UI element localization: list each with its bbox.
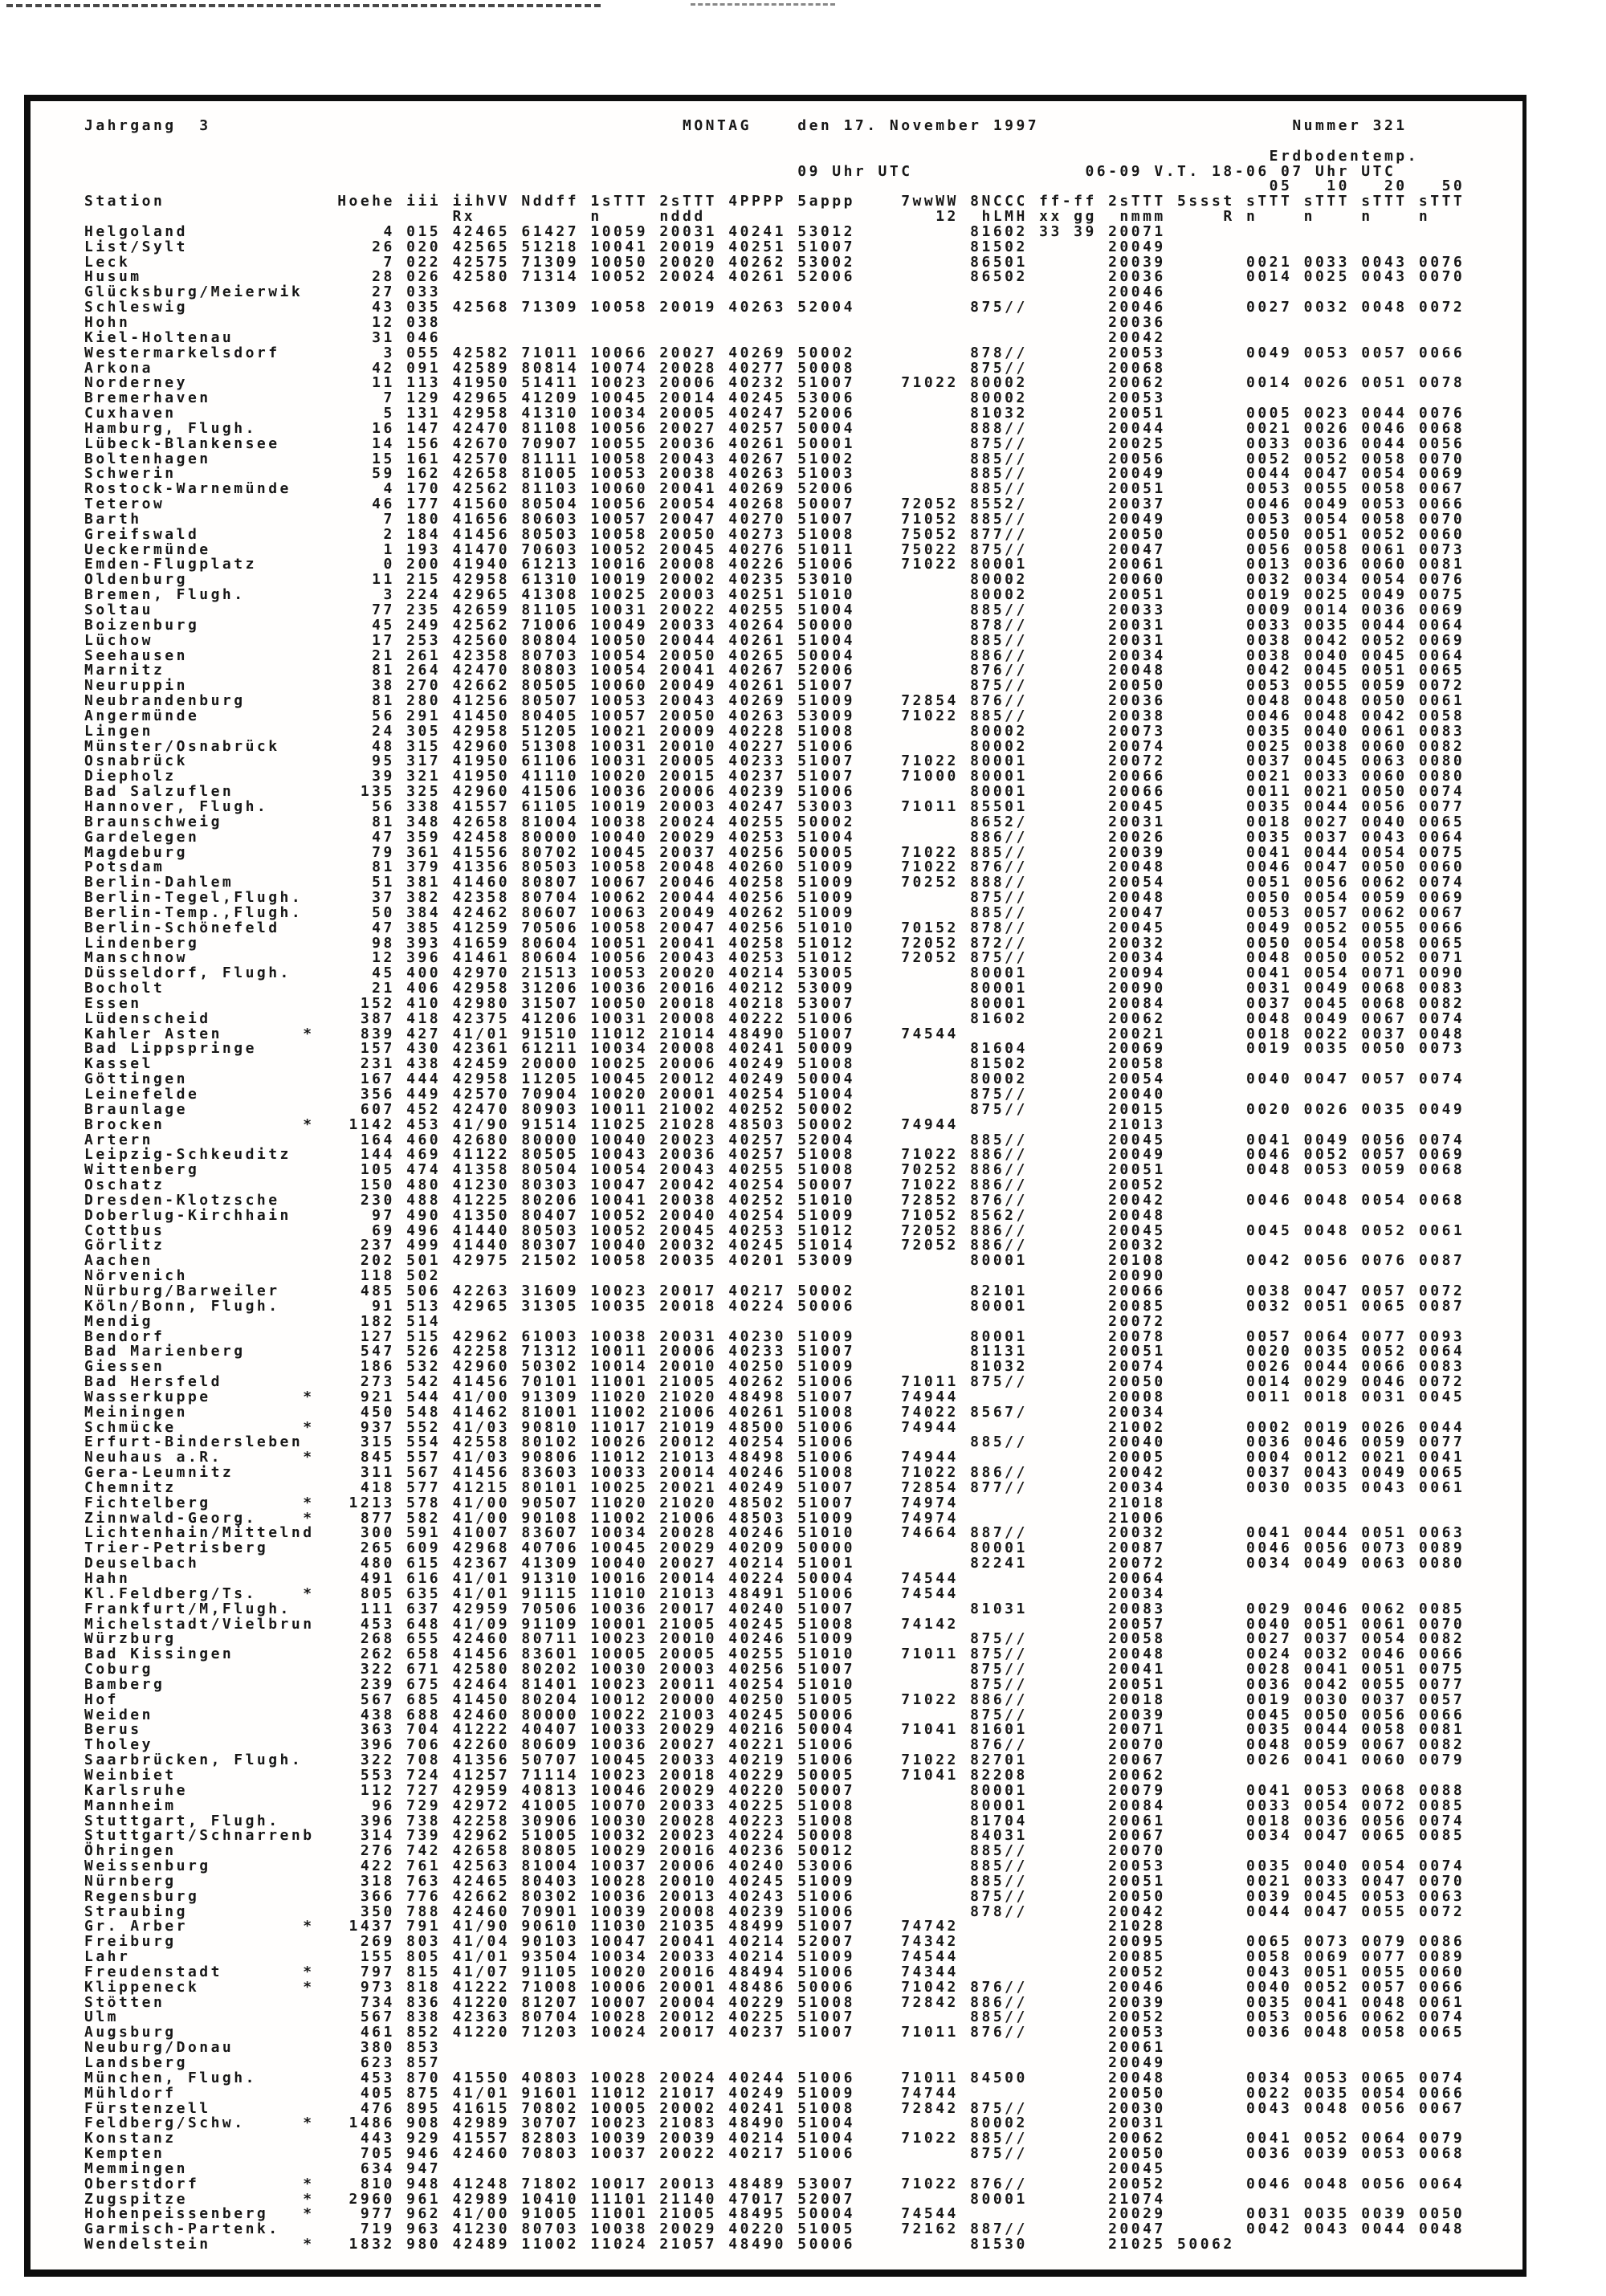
station-row: Brocken * 1142 453 41/90 91514 11025 21028 48503 50002 74944 21013 [84,1115,1465,1133]
station-row: Klippeneck * 973 818 41222 71008 10006 20001 48486 50006 71042 876// 20046 0040 0052 0057 0066 [84,1978,1465,1996]
header-line: Station Hoehe iii iihVV Nddff 1sTTT 2sTTT 4PPPP 5appp 7wwWW 8NCCC ff-ff 2sTTT 5ssst sTTT sTTT sTTT sTTT [84,193,1465,210]
station-row: Oberstdorf * 810 948 41248 71802 10017 20013 48489 53007 71022 876// 20052 0046 0048 0056 0064 [84,2175,1465,2192]
station-row: Ulm 567 838 42363 80704 10028 20012 40225 51007 885// 20052 0053 0056 0062 0074 [84,2008,1465,2026]
station-row: Leipzig-Schkeuditz 144 469 41122 80505 10043 20036 40257 51008 71022 886// 20049 0046 0052 0057 0069 [84,1146,1465,1164]
station-row: Nürburg/Barweiler 485 506 42263 31609 10023 20017 40217 50002 82101 20066 0038 0047 0057 0072 [84,1282,1465,1299]
station-row: Chemnitz 418 577 41215 80101 10025 20021 40249 51007 72854 877// 20034 0030 0035 0043 0061 [84,1478,1465,1496]
scanned-page [24,95,1527,2277]
station-row: Lindenberg 98 393 41659 80604 10051 20041 40258 51012 72052 872// 20032 0050 0054 0058 0065 [84,934,1465,952]
station-row: Giessen 186 532 42960 50302 10014 20010 40250 51009 81032 20074 0026 0044 0066 0083 [84,1358,1465,1376]
station-row: Soltau 77 235 42659 81105 10031 20022 40255 51004 885// 20033 0009 0014 0036 0069 [84,602,1465,618]
station-row: Landsberg 623 857 20049 [84,2054,1465,2071]
station-row: Straubing 350 788 42460 70901 10039 20008 40239 51006 878// 20042 0044 0047 0055 0072 [84,1902,1465,1920]
station-row: Braunlage 607 452 42470 80903 10011 21002 40252 50002 875// 20015 0020 0026 0035 0049 [84,1100,1465,1118]
station-row: Bad Lippspringe 157 430 42361 61211 10034 20008 40241 50009 81604 20069 0019 0035 0050 0073 [84,1040,1465,1058]
station-row: Göttingen 167 444 42958 11205 10045 20012 40249 50004 80002 20054 0040 0047 0057 0074 [84,1071,1465,1088]
station-row: Fichtelberg * 1213 578 41/00 90507 11020 21020 48502 51007 74974 21018 [84,1494,1465,1511]
station-row: Aachen 202 501 42975 21502 10058 20035 40201 53009 80001 20108 0042 0056 0076 0087 [84,1252,1465,1270]
station-row: Lichtenhain/Mittelnd 300 591 41007 83607 10034 20028 40246 51010 74664 887// 20032 0041 0044 0051 0063 [84,1524,1465,1542]
station-row: List/Sylt 26 020 42565 51218 10041 20019 40251 51007 81502 20049 [84,238,1465,255]
station-row: München, Flugh. 453 870 41550 40803 10028 20024 40244 51006 71011 84500 20048 0034 0053 0065 0074 [84,2069,1465,2086]
station-row: Hannover, Flugh. 56 338 41557 61105 10019 20003 40247 53003 71011 85501 20045 0035 0044 0056 0077 [84,797,1465,815]
station-row: Kassel 231 438 42459 20000 10025 20006 40249 51008 81502 20058 [84,1055,1465,1073]
station-row: Mühldorf 405 875 41/01 91601 11012 21017 40249 51009 74744 20050 0022 0035 0054 0066 [84,2084,1465,2102]
header-line: 09 Uhr UTC 06-09 V.T. 18-06 07 Uhr UTC [84,162,1465,180]
station-row: Helgoland 4 015 42465 61427 10059 20031 40241 53012 81602 33 39 20071 [84,222,1465,240]
station-row: Schleswig 43 035 42568 71309 10058 20019 40263 52004 875// 20046 0027 0032 0048 0072 [84,299,1465,316]
station-row: Freudenstadt * 797 815 41/07 91105 10020 20016 48494 51006 74344 20052 0043 0051 0055 0060 [84,1963,1465,1980]
header-line [84,134,1465,149]
station-row: Öhringen 276 742 42658 80805 10029 20016 40236 50012 885// 20070 [84,1842,1465,1860]
station-row: Boltenhagen 15 161 42570 81111 10058 20043 40267 51002 885// 20056 0052 0052 0058 0070 [84,450,1465,467]
station-row: Berlin-Schönefeld 47 385 41259 70506 10058 20047 40256 51010 70152 878// 20045 0049 0052 0055 0066 [84,919,1465,936]
station-row: Leinefelde 356 449 42570 70904 10020 20001 40254 51004 875// 20040 [84,1086,1465,1103]
station-row: Weissenburg 422 761 42563 81004 10037 20006 40240 53006 885// 20053 0035 0040 0054 0074 [84,1858,1465,1875]
station-row: Neubrandenburg 81 280 41256 80507 10053 20043 40269 51009 72854 876// 20036 0048 0048 0050 0061 [84,692,1465,710]
station-row: Nörvenich 118 502 20090 [84,1267,1465,1285]
station-row: Lüdenscheid 387 418 42375 41206 10031 20008 40222 51006 81602 20062 0048 0049 0067 0074 [84,1009,1465,1027]
station-row: Bad Hersfeld 273 542 41456 70101 11001 21005 40262 51006 71011 875// 20050 0014 0029 0046 0072 [84,1373,1465,1391]
station-row: Neuruppin 38 270 42662 80505 10060 20049 40261 51007 875// 20050 0053 0055 0059 0072 [84,677,1465,695]
document-lines [84,119,1465,2253]
station-row: Frankfurt/M,Flugh. 111 637 42959 70506 10036 20017 40240 51007 81031 20083 0029 0046 0062 0085 [84,1600,1465,1617]
station-row: Artern 164 460 42680 80000 10040 20023 40257 52004 885// 20045 0041 0049 0056 0074 [84,1131,1465,1148]
station-row: Düsseldorf, Flugh. 45 400 42970 21513 10053 20020 40214 53005 80001 20094 0041 0054 0071 0090 [84,964,1465,982]
station-row: Cuxhaven 5 131 42958 41310 10034 20005 40247 52006 81032 20051 0005 0023 0044 0076 [84,405,1465,422]
station-row: Hahn 491 616 41/01 91310 10016 20014 40224 50004 74544 20064 [84,1570,1465,1587]
station-row: Weinbiet 553 724 41257 71114 10023 20018 40229 50005 71041 82208 20062 [84,1766,1465,1784]
station-row: Potsdam 81 379 41356 80503 10058 20048 40260 51009 71022 876// 20048 0046 0047 0050 0060 [84,858,1465,876]
station-row: Stuttgart, Flugh. 396 738 42258 30906 10030 20028 40223 51008 81704 20061 0018 0036 0056 0074 [84,1812,1465,1829]
station-row: Würzburg 268 655 42460 80711 10023 20010 40246 51009 875// 20058 0027 0037 0054 0082 [84,1630,1465,1648]
station-row: Nürnberg 318 763 42465 80403 10028 20010 40245 51009 885// 20051 0021 0033 0047 0070 [84,1872,1465,1890]
header-line: Rx n nddd 12 hLMH xx gg nmmm R n n n n [84,208,1465,226]
station-row: Bendorf 127 515 42962 61003 10038 20031 40230 51009 80001 20078 0057 0064 0077 0093 [84,1327,1465,1345]
station-row: Hof 567 685 41450 80204 10012 20000 40250 51005 71022 886// 20018 0019 0030 0037 0057 [84,1690,1465,1708]
station-row: Zinnwald-Georg. * 877 582 41/00 90108 11002 21006 48503 51009 74974 21006 [84,1509,1465,1527]
station-row: Bad Marienberg 547 526 42258 71312 10011 20006 40233 51007 81131 20051 0020 0035 0052 0064 [84,1343,1465,1360]
station-row: Wittenberg 105 474 41358 80504 10054 20043 40255 51008 70252 886// 20051 0048 0053 0059 0068 [84,1161,1465,1179]
station-row: Wasserkuppe * 921 544 41/00 91309 11020 21020 48498 51007 74944 20008 0011 0018 0031 0045 [84,1388,1465,1405]
station-row: Braunschweig 81 348 42658 81004 10038 20024 40255 50002 8652/ 20031 0018 0027 0040 0065 [84,813,1465,830]
station-row: Lingen 24 305 42958 51205 10021 20009 40228 51008 80002 20073 0035 0040 0061 0083 [84,722,1465,740]
station-row: Saarbrücken, Flugh. 322 708 41356 50707 10045 20033 40219 51006 71022 82701 20067 0026 0041 0060 0079 [84,1752,1465,1769]
station-row: Memmingen 634 947 20045 [84,2159,1465,2177]
station-row: Bad Kissingen 262 658 41456 83601 10005 20005 40255 51010 71011 875// 20048 0024 0032 0046 0066 [84,1646,1465,1663]
scan-edge-artifact [6,4,601,7]
station-row: Regensburg 366 776 42662 80302 10036 20013 40243 51006 875// 20050 0039 0045 0053 0063 [84,1887,1465,1905]
station-row: Marnitz 81 264 42470 80803 10054 20041 40267 52006 876// 20048 0042 0045 0051 0065 [84,662,1465,679]
station-row: Hohn 12 038 20036 [84,313,1465,331]
station-row: Fürstenzell 476 895 41615 70802 10005 20002 40241 51008 72842 875// 20030 0043 0048 0056 0067 [84,2099,1465,2117]
station-row: Gr. Arber * 1437 791 41/90 90610 11030 21035 48499 51007 74742 21028 [84,1918,1465,1935]
station-row: Garmisch-Partenk. 719 963 41230 80703 10038 20029 40220 51005 72162 887// 20047 0042 0043 0044 0048 [84,2221,1465,2238]
station-row: Husum 28 026 42580 71314 10052 20024 40261 52006 86502 20036 0014 0025 0043 0070 [84,268,1465,286]
station-row: Trier-Petrisberg 265 609 42968 40706 10045 20029 40209 50000 80001 20087 0046 0056 0073 0089 [84,1540,1465,1557]
station-row: Kl.Feldberg/Ts. * 805 635 41/01 91115 11010 21013 48491 51006 74544 20034 [84,1584,1465,1602]
station-row: Emden-Flugplatz 0 200 41940 61213 10016 20008 40226 51006 71022 80001 20061 0013 0036 0060 0081 [84,556,1465,573]
station-row: Greifswald 2 184 41456 80503 10058 20050 40273 51008 75052 877// 20050 0050 0051 0052 0060 [84,525,1465,543]
station-row: Neuhaus a.R. * 845 557 41/03 90806 11012 21013 48498 51006 74944 20005 0004 0012 0021 0041 [84,1449,1465,1466]
station-row: Barth 7 180 41656 80603 10057 20047 40270 51007 71052 885// 20049 0053 0054 0058 0070 [84,510,1465,528]
station-row: Stuttgart/Schnarrenb 314 739 42962 51005 10032 20023 40224 50008 84031 20067 0034 0047 0065 0085 [84,1827,1465,1845]
station-row: Manschnow 12 396 41461 80604 10056 20043 40253 51012 72052 875// 20034 0048 0050 0052 0071 [84,949,1465,967]
station-row: Meiningen 450 548 41462 81001 11002 21006 40261 51008 74022 8567/ 20034 [84,1403,1465,1421]
station-row: Konstanz 443 929 41557 82803 10039 20039 40214 51004 71022 885// 20062 0041 0052 0064 0079 [84,2130,1465,2147]
station-row: Freiburg 269 803 41/04 90103 10047 20041 40214 52007 74342 20095 0065 0073 0079 0086 [84,1933,1465,1951]
station-row: Feldberg/Schw. * 1486 908 42989 30707 10023 21083 48490 51004 80002 20031 [84,2115,1465,2132]
station-row: Hohenpeissenberg * 977 962 41/00 91005 11001 21005 48495 50004 74544 20029 0031 0035 0039 0050 [84,2205,1465,2223]
station-row: Seehausen 21 261 42358 80703 10054 20050 40265 50004 886// 20034 0038 0040 0045 0064 [84,646,1465,664]
station-row: Ueckermünde 1 193 41470 70603 10052 20045 40276 51011 75022 875// 20047 0056 0058 0061 0073 [84,540,1465,558]
station-row: Lüchow 17 253 42560 80804 10050 20044 40261 51004 885// 20031 0038 0042 0052 0069 [84,631,1465,649]
station-row: Cottbus 69 496 41440 80503 10052 20045 40253 51012 72052 886// 20045 0045 0048 0052 0061 [84,1221,1465,1239]
station-row: Norderney 11 113 41950 51411 10023 20006 40232 51007 71022 80002 20062 0014 0026 0051 0078 [84,374,1465,392]
header-line: Jahrgang 3 MONTAG den 17. November 1997 Nummer 321 [84,117,1465,134]
station-row: Stötten 734 836 41220 81207 10007 20004 40229 51008 72842 886// 20039 0035 0041 0048 0061 [84,1993,1465,2011]
station-row: Hamburg, Flugh. 16 147 42470 81108 10056 20027 40257 50004 888// 20044 0021 0026 0046 0068 [84,419,1465,437]
station-row: Glücksburg/Meierwik 27 033 20046 [84,283,1465,301]
station-row: Teterow 46 177 41560 80504 10056 20054 40268 50007 72052 8552/ 20037 0046 0049 0053 0066 [84,495,1465,513]
station-row: Gera-Leumnitz 311 567 41456 83603 10033 20014 40246 51008 71022 886// 20042 0037 0043 0049 0065 [84,1464,1465,1482]
station-row: Lahr 155 805 41/01 93504 10034 20033 40214 51009 74544 20085 0058 0069 0077 0089 [84,1948,1465,1966]
station-row: Erfurt-Bindersleben 315 554 42558 80102 10026 20012 40254 51006 885// 20040 0036 0046 0059 0077 [84,1433,1465,1451]
station-row: Mannheim 96 729 42972 41005 10070 20033 40225 51008 80001 20084 0033 0054 0072 0085 [84,1796,1465,1814]
station-row: Diepholz 39 321 41950 41110 10020 20015 40237 51007 71000 80001 20066 0021 0033 0060 0080 [84,768,1465,785]
station-row: Angermünde 56 291 41450 80405 10057 20050 40263 53009 71022 885// 20038 0046 0048 0042 0058 [84,707,1465,724]
station-row: Berus 363 704 41222 40407 10033 20029 40216 50004 71041 81601 20071 0035 0044 0058 0081 [84,1721,1465,1739]
station-row: Schwerin 59 162 42658 81005 10053 20038 40263 51003 885// 20049 0044 0047 0054 0069 [84,465,1465,483]
station-row: Bremerhaven 7 129 42965 41209 10045 20014 40245 53006 80002 20053 [84,389,1465,407]
station-row: Mendig 182 514 20072 [84,1312,1465,1330]
station-row: Boizenburg 45 249 42562 71006 10049 20033 40264 50000 878// 20031 0033 0035 0044 0064 [84,616,1465,634]
station-row: Köln/Bonn, Flugh. 91 513 42965 31305 10035 20018 40224 50006 80001 20085 0032 0051 0065 0087 [84,1297,1465,1315]
station-row: Wendelstein * 1832 980 42489 11002 11024 21057 48490 50006 81530 21025 50062 [84,2236,1465,2253]
station-row: Coburg 322 671 42580 80202 10030 20003 40256 51007 875// 20041 0028 0041 0051 0075 [84,1661,1465,1678]
station-row: Berlin-Tegel,Flugh. 37 382 42358 80704 10062 20044 40256 51009 875// 20048 0050 0054 0059 0069 [84,889,1465,907]
station-row: Kempten 705 946 42460 70803 10037 20022 40217 51006 875// 20050 0036 0039 0053 0068 [84,2145,1465,2163]
station-row: Lübeck-Blankensee 14 156 42670 70907 10055 20036 40261 50001 875// 20025 0033 0036 0044 0056 [84,434,1465,452]
station-row: Arkona 42 091 42589 80814 10074 20028 40277 50008 875// 20068 [84,359,1465,377]
station-row: Tholey 396 706 42260 80609 10036 20027 40221 51006 876// 20070 0048 0059 0067 0082 [84,1736,1465,1754]
station-row: Weiden 438 688 42460 80000 10022 21003 40245 50006 875// 20039 0045 0050 0056 0066 [84,1706,1465,1723]
station-row: Bamberg 239 675 42464 81401 10023 20011 40254 51010 875// 20051 0036 0042 0055 0077 [84,1675,1465,1693]
header-line: Erdbodentemp. [84,147,1465,165]
station-row: Doberlug-Kirchhain 97 490 41350 80407 10052 20040 40254 51009 71052 8562/ 20048 [84,1206,1465,1224]
station-row: Essen 152 410 42980 31507 10050 20018 40218 53007 80001 20084 0037 0045 0068 0082 [84,994,1465,1012]
station-row: Westermarkelsdorf 3 055 42582 71011 10066 20027 40269 50002 878// 20053 0049 0053 0057 0066 [84,344,1465,361]
station-row: Osnabrück 95 317 41950 61106 10031 20005 40233 51007 71022 80001 20072 0037 0045 0063 0080 [84,752,1465,770]
station-row: Schmücke * 937 552 41/03 90810 11017 21019 48500 51006 74944 21002 0002 0019 0026 0044 [84,1418,1465,1436]
station-row: Münster/Osnabrück 48 315 42960 51308 10031 20010 40227 51006 80002 20074 0025 0038 0060 0082 [84,737,1465,755]
station-row: Bad Salzuflen 135 325 42960 41506 10036 20006 40239 51006 80001 20066 0011 0021 0050 0074 [84,783,1465,801]
station-row: Görlitz 237 499 41440 80307 10040 20032 40245 51014 72052 886// 20032 [84,1237,1465,1254]
station-row: Deuselbach 480 615 42367 41309 10040 20027 40214 51001 82241 20072 0034 0049 0063 0080 [84,1555,1465,1572]
station-row: Rostock-Warnemünde 4 170 42562 81103 10060 20041 40269 52006 885// 20051 0053 0055 0058 0067 [84,480,1465,498]
station-row: Kahler Asten * 839 427 41/01 91510 11012 21014 48490 51007 74544 20021 0018 0022 0037 0048 [84,1025,1465,1042]
station-row: Zugspitze * 2960 961 42989 10410 11101 21140 47017 52007 80001 21074 [84,2190,1465,2208]
station-row: Berlin-Temp.,Flugh. 50 384 42462 80607 10063 20049 40262 51009 885// 20047 0053 0057 0062 0067 [84,903,1465,921]
station-row: Oschatz 150 480 41230 80303 10047 20042 40254 50007 71022 886// 20052 [84,1177,1465,1194]
station-row: Michelstadt/Vielbrun 453 648 41/09 91109 10001 21005 40245 51008 74142 20057 0040 0051 0061 0070 [84,1615,1465,1633]
station-row: Bremen, Flugh. 3 224 42965 41308 10025 20003 40251 51010 80002 20051 0019 0025 0049 0075 [84,586,1465,604]
station-row: Karlsruhe 112 727 42959 40813 10046 20029 40220 50007 80001 20079 0041 0053 0068 0088 [84,1781,1465,1799]
station-row: Dresden-Klotzsche 230 488 41225 80206 10041 20038 40252 51010 72852 876// 20042 0046 0048 0054 0068 [84,1191,1465,1209]
header-line: 05 10 20 50 [84,177,1465,195]
station-row: Augsburg 461 852 41220 71203 10024 20017 40237 51007 71011 876// 20053 0036 0048 0058 0065 [84,2024,1465,2041]
scan-edge-artifact [691,3,835,6]
station-row: Gardelegen 47 359 42458 80000 10040 20029 40253 51004 886// 20026 0035 0037 0043 0064 [84,828,1465,846]
station-row: Magdeburg 79 361 41556 80702 10045 20037 40256 50005 71022 885// 20039 0041 0044 0054 0075 [84,843,1465,861]
station-row: Oldenburg 11 215 42958 61310 10019 20002 40235 53010 80002 20060 0032 0034 0054 0076 [84,571,1465,589]
station-row: Neuburg/Donau 380 853 20061 [84,2039,1465,2057]
station-row: Leck 7 022 42575 71309 10050 20020 40262 53002 86501 20039 0021 0033 0043 0076 [84,253,1465,271]
station-row: Kiel-Holtenau 31 046 20042 [84,328,1465,346]
station-row: Bocholt 21 406 42958 31206 10036 20016 40212 53009 80001 20090 0031 0049 0068 0083 [84,980,1465,997]
station-row: Berlin-Dahlem 51 381 41460 80807 10067 20046 40258 51009 70252 888// 20054 0051 0056 0062 0074 [84,874,1465,891]
